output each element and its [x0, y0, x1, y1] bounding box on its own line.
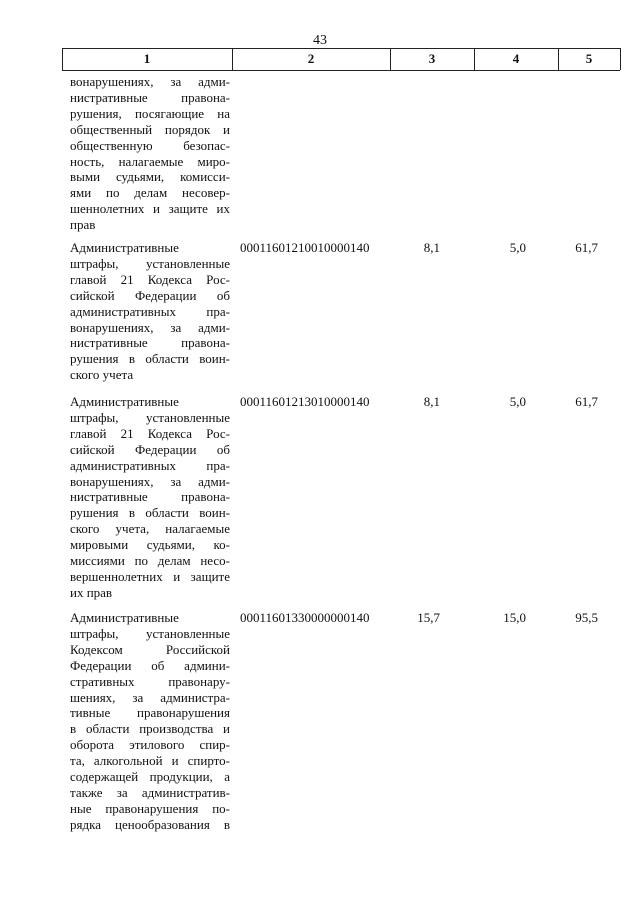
description-line: нистративные правона- — [70, 89, 230, 105]
description-line: нистративные правона- — [70, 335, 230, 351]
description-line: Административные — [70, 240, 179, 255]
description-line: рядка ценообразования в — [70, 816, 230, 832]
description-line: вонарушениях, за адми- — [70, 319, 230, 335]
description-line: шеннолетних и защите их — [70, 201, 230, 217]
description-line: вонарушениях, за адми- — [70, 473, 230, 489]
table-header-cell-1: 1 — [143, 51, 151, 66]
description-line: рушения в области воин- — [70, 351, 230, 367]
table-header-top-border — [62, 48, 620, 49]
table-header-cell-2: 2 — [307, 51, 315, 66]
description-line: штрафы, установленные — [70, 409, 230, 425]
description-line: оборота этилового спир- — [70, 737, 230, 753]
row-code: 00011601213010000140 — [240, 394, 370, 409]
table-header-divider — [620, 48, 621, 70]
description-line: содержащей продукции, а — [70, 769, 230, 785]
description-line: главой 21 Кодекса Рос- — [70, 271, 230, 287]
description-line: сийской Федерации об — [70, 287, 230, 303]
description-line: Административные — [70, 394, 179, 409]
description-line: стративных правонару- — [70, 673, 230, 689]
row-description — [70, 610, 230, 833]
description-line: в области производства и — [70, 721, 230, 737]
description-line: ского учета, налагаемые — [70, 521, 230, 537]
description-line: административных пра- — [70, 303, 230, 319]
description-line: Административные — [70, 610, 179, 625]
description-line: общественный порядок и — [70, 121, 230, 137]
row-value-col3: 8,1 — [423, 240, 440, 255]
table-header-cell-3: 3 — [428, 51, 436, 66]
row-value-col5: 95,5 — [575, 610, 598, 625]
description-line: миссиями по делам несо- — [70, 553, 230, 569]
description-line: ные правонарушения по- — [70, 800, 230, 816]
description-line: также за административ- — [70, 784, 230, 800]
row-value-col3: 15,7 — [417, 610, 440, 625]
table-header-cell-5: 5 — [585, 51, 593, 66]
table-header-bottom-border — [62, 70, 620, 71]
description-line: рушения, посягающие на — [70, 105, 230, 121]
description-line: главой 21 Кодекса Рос- — [70, 425, 230, 441]
description-line: прав — [70, 217, 96, 233]
row-description — [70, 74, 230, 233]
description-line: штрафы, установленные — [70, 255, 230, 271]
row-value-col5: 61,7 — [575, 394, 598, 409]
description-line: рушения в области воин- — [70, 505, 230, 521]
page-number: 43 — [313, 33, 327, 48]
description-line: Кодексом Российской — [70, 641, 230, 657]
description-line: та, алкогольной и спирто- — [70, 753, 230, 769]
description-line: ского учета — [70, 367, 134, 383]
row-value-col5: 61,7 — [575, 240, 598, 255]
description-line: мировыми судьями, ко- — [70, 537, 230, 553]
description-line: штрафы, установленные — [70, 625, 230, 641]
row-description — [70, 240, 230, 383]
table-header-cell-4: 4 — [512, 51, 520, 66]
description-line: Федерации об админи- — [70, 657, 230, 673]
description-line: выми судьями, комисси- — [70, 169, 230, 185]
description-line: их прав — [70, 584, 113, 600]
description-line: административных пра- — [70, 457, 230, 473]
row-value-col3: 8,1 — [423, 394, 440, 409]
description-line: вонарушениях, за адми- — [70, 74, 230, 89]
description-line: шениях, за администра- — [70, 689, 230, 705]
row-value-col4: 5,0 — [509, 240, 526, 255]
description-line: ность, налагаемые миро- — [70, 153, 230, 169]
row-value-col4: 15,0 — [503, 610, 526, 625]
description-line: нистративные правона- — [70, 489, 230, 505]
description-line: общественную безопас- — [70, 137, 230, 153]
row-value-col4: 5,0 — [509, 394, 526, 409]
description-line: сийской Федерации об — [70, 441, 230, 457]
description-line: тивные правонарушения — [70, 705, 230, 721]
description-line: вершеннолетних и защите — [70, 568, 230, 584]
row-code: 00011601330000000140 — [240, 610, 370, 625]
row-code: 00011601210010000140 — [240, 240, 370, 255]
description-line: ями по делам несовер- — [70, 185, 230, 201]
row-description — [70, 394, 230, 601]
